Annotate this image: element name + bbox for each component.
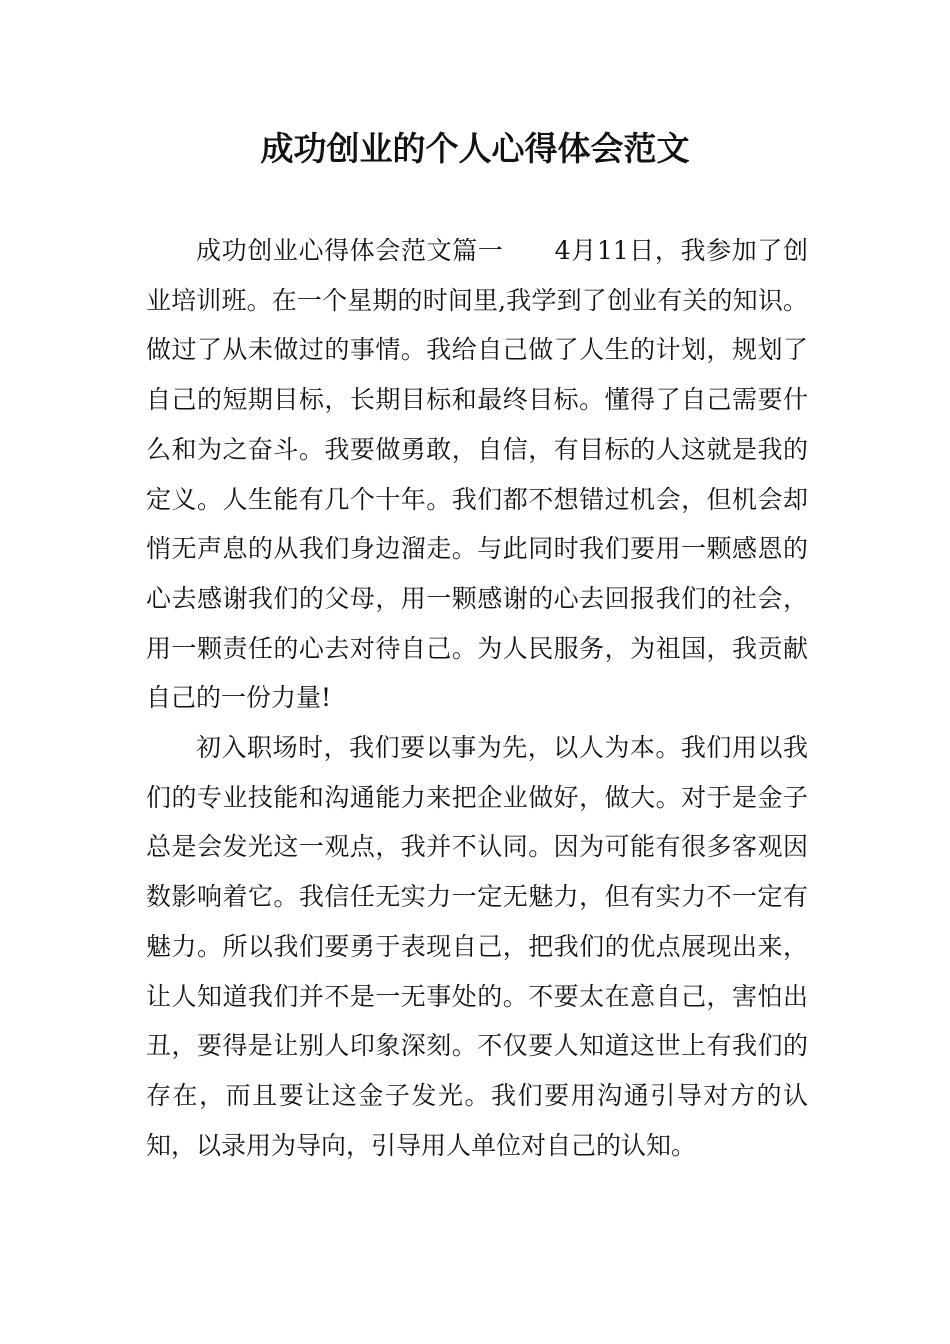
- document-body: [146, 226, 808, 1170]
- paragraph-2: 初入职场时，我们要以事为先，以人为本。我们用以我们的专业技能和沟通能力来把企业做好，做大。对于是金子总是会发光这一观点，我并不认同。因为可能有很多客观因数影响着它。我信任无实力一定无魅力，但有实力不一定有魅力。所以我们要勇于表现自己，把我们的优点展现出来，让人知道我们并不是一无事处的。不要太在意自己，害怕出丑，要得是让别人印象深刻。不仅要人知道这世上有我们的存在，而且要让这金子发光。我们要用沟通引导对方的认知，以录用为导向，引导用人单位对自己的认知。: [146, 733, 808, 1160]
- paragraph-1: 成功创业心得体会范文篇一 4月11日，我参加了创业培训班。在一个星期的时间里,我学到了创业有关的知识。做过了从未做过的事情。我给自己做了人生的计划，规划了自己的短期目标，长期目标和最终目标。懂得了自己需要什么和为之奋斗。我要做勇敢，自信，有目标的人这就是我的定义。人生能有几个十年。我们都不想错过机会，但机会却悄无声息的从我们身边溜走。与此同时我们要用一颗感恩的心去感谢我们的父母，用一颗感谢的心去回报我们的社会，用一颗责任的心去对待自己。为人民服务，为祖国，我贡献自己的一份力量!: [146, 236, 808, 713]
- document-title: 成功创业的个人心得体会范文: [260, 129, 690, 168]
